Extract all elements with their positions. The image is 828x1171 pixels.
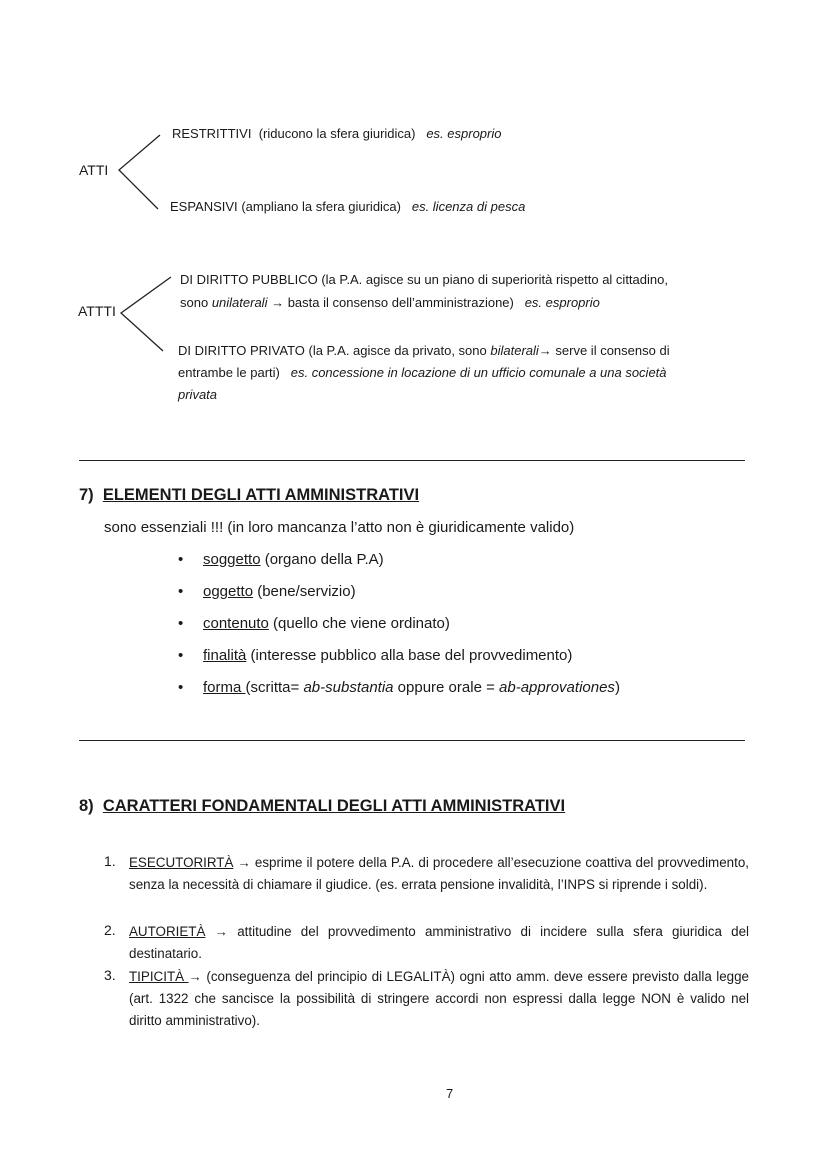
list-number: 2. (104, 922, 116, 938)
bullet-icon: • (178, 615, 184, 632)
list-number: 3. (104, 967, 116, 983)
diagram-root-label: ATTI (79, 162, 109, 178)
list-item: • contenuto (quello che viene ordinato) (178, 615, 450, 632)
branch-diritto-pubblico: DI DIRITTO PUBBLICO (la P.A. agisce su un piano di superiorità rispetto al cittadino, sono unilaterali → basta il consenso dell’amministrazione) es. esproprio (180, 272, 668, 310)
list-item: • forma (scritta= ab-substantia oppure orale = ab-approvationes) (178, 679, 620, 696)
bullet-icon: • (178, 647, 184, 664)
bullet-icon: • (178, 583, 184, 600)
horizontal-rule (79, 740, 745, 741)
branch-diritto-privato: DI DIRITTO PRIVATO (la P.A. agisce da privato, sono bilaterali→ serve il consenso di entrambe le parti) es. concessione in locazione di un ufficio comunale a una società privata (178, 343, 670, 402)
list-item: TIPICITÀ → (conseguenza del principio di LEGALITÀ) ogni atto amm. deve essere previsto dalla legge (art. 1322 che sancisce la possibilità di stringere accordi non espressi dalla legge NON è valido nel diritto amministrativo). (129, 969, 749, 1028)
list-item: ESECUTORIRTÀ → esprime il potere della P.A. di procedere all’esecuzione coattiva del provvedimento, senza la necessità di chiamare il giudice. (es. errata pensione invalidità, l’INPS si riprende i soldi). (129, 855, 749, 892)
section-heading: 8) CARATTERI FONDAMENTALI DEGLI ATTI AMMINISTRATIVI (79, 797, 566, 815)
branch-restrittivi: RESTRITTIVI (riducono la sfera giuridica) es. esproprio (172, 126, 502, 141)
list-item: • finalità (interesse pubblico alla base del provvedimento) (178, 647, 573, 664)
list-number: 1. (104, 853, 116, 869)
bracket-branch-icon (119, 277, 174, 352)
bullet-icon: • (178, 679, 184, 696)
bracket-branch-icon (117, 135, 162, 210)
section-heading: 7) ELEMENTI DEGLI ATTI AMMINISTRATIVI (79, 486, 420, 504)
diagram-root-label: ATTTI (78, 303, 116, 319)
horizontal-rule (79, 460, 745, 461)
list-item: • soggetto (organo della P.A) (178, 551, 384, 568)
bullet-icon: • (178, 551, 184, 568)
list-item: AUTORIETÀ → attitudine del provvedimento amministrativo di incidere sulla sfera giuridica del destinatario. (129, 924, 749, 961)
branch-espansivi: ESPANSIVI (ampliano la sfera giuridica) es. licenza di pesca (170, 199, 526, 214)
page-number: 7 (446, 1086, 454, 1101)
section-intro: sono essenziali !!! (in loro mancanza l’atto non è giuridicamente valido) (104, 519, 575, 536)
list-item: • oggetto (bene/servizio) (178, 583, 356, 600)
